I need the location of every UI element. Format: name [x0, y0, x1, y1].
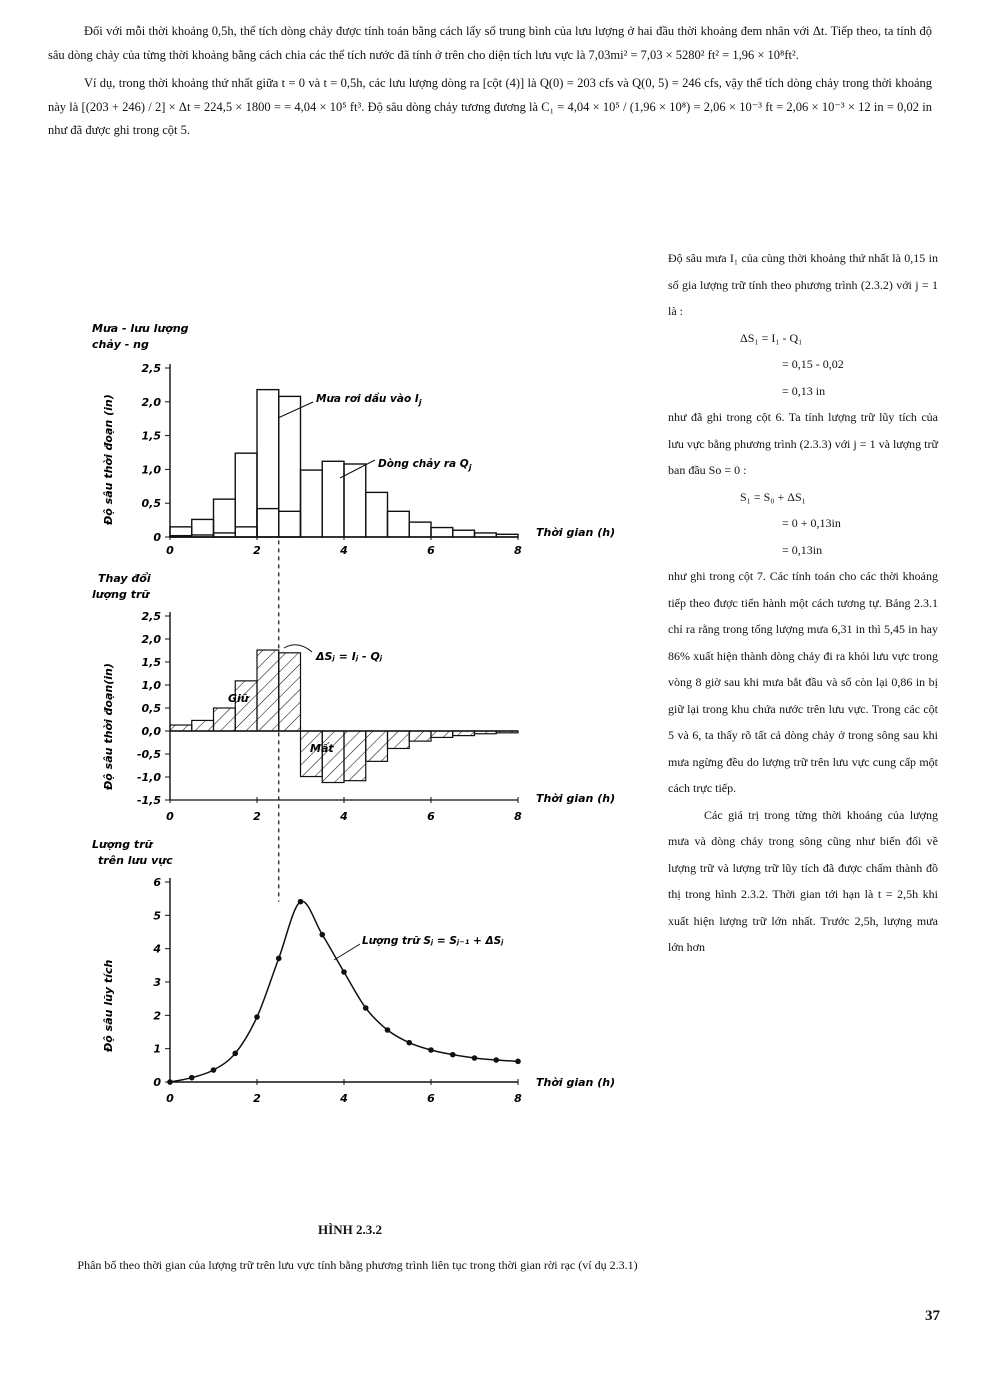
- rainfall-bar: [235, 453, 257, 537]
- rainfall-bar: [257, 390, 279, 537]
- middle-y-tick-label: -0,5: [136, 748, 161, 761]
- middle-y-tick-label: 1,5: [141, 656, 161, 669]
- annotation-keep: Giữ: [228, 692, 249, 705]
- top-y-tick-label: 1,5: [141, 429, 161, 443]
- middle-x-tick-label: 8: [514, 810, 522, 823]
- storage-loss-bar-hatch: [431, 731, 453, 737]
- annotation-delta-s-pointer: [284, 645, 312, 652]
- right-paragraph-1: Độ sâu mưa I₁ của cùng thời khoảng thứ nhất là 0,15 in số gia lượng trữ tính theo phương trình (2.3.2) với j = 1 là :: [668, 251, 938, 318]
- storage-point: [276, 956, 282, 962]
- storage-loss-bar-hatch: [388, 731, 410, 748]
- annotation-storage-pointer: [334, 944, 360, 960]
- top-y-tick-label: 0: [153, 531, 161, 544]
- storage-point: [167, 1079, 173, 1085]
- top-y-tick-label: 2,5: [141, 362, 161, 375]
- bottom-x-tick-label: 6: [427, 1092, 435, 1105]
- bottom-y-tick-label: 1: [153, 1042, 161, 1056]
- annotation-rain-pointer: [278, 402, 313, 418]
- middle-y-axis-label: Độ sâu thời đoạn(in): [102, 663, 115, 790]
- annotation-outflow: Dòng chảy ra $Q_j$: [378, 458, 472, 472]
- bottom-y-tick-label: 3: [153, 976, 161, 989]
- right-paragraph-2: như đã ghi trong cột 6. Ta tính lượng trữ lũy tích của lưu vực bằng phương trình (2.3.3) với j = 1 và lượng trữ ban đầu So = 0 :: [668, 410, 938, 477]
- outflow-bar: [409, 522, 431, 537]
- outflow-bar: [344, 464, 366, 537]
- storage-point: [385, 1027, 391, 1033]
- bottom-x-tick-label: 2: [253, 1092, 261, 1105]
- middle-y-tick-label: 2,0: [141, 633, 161, 646]
- bottom-y-tick-label: 0: [153, 1076, 161, 1089]
- middle-y-tick-label: -1,0: [136, 771, 161, 784]
- right-paragraph-3: như ghi trong cột 7. Các tính toán cho các thời khoảng tiếp theo được tiến hành một cách tương tự. Bảng 2.3.1 chỉ ra rằng trong tổng lượng mưa 6,31 in thì 5,45 in hay 86% xuất hiện thành dòng chảy đi ra khỏi lưu vực trong vòng 8 giờ sau khi mưa bắt đầu và số còn lại 0,86 in bị giữ lại trong khu chứa nước trên lưu vực. Trong các cột 5 và 6, ta thấy rõ tất cả dòng chảy ở trong sông sau khi mưa ngừng đều do lượng trữ trên lưu vực cung cấp một cách trực tiếp.: [668, 569, 938, 795]
- storage-gain-bar-hatch: [235, 681, 257, 731]
- storage-point: [189, 1075, 195, 1081]
- top-x-tick-label: 2: [253, 544, 261, 557]
- middle-y-tick-label: 2,5: [141, 610, 161, 623]
- storage-point: [211, 1067, 217, 1073]
- storage-loss-bar-hatch: [322, 731, 344, 783]
- right-column-text: [668, 245, 938, 961]
- top-x-tick-label: 4: [340, 544, 348, 557]
- storage-point: [298, 899, 304, 905]
- bottom-x-tick-label: 8: [514, 1092, 522, 1105]
- middle-group-label-2: lượng trữ: [92, 588, 150, 601]
- bottom-y-tick-label: 6: [153, 876, 161, 889]
- storage-point: [406, 1040, 412, 1046]
- middle-x-axis-label: Thời gian (h): [536, 792, 616, 805]
- outflow-bar: [257, 509, 279, 537]
- figure-caption-title: HÌNH 2.3.2: [318, 1222, 382, 1237]
- annotation-rain: Mưa rơi dầu vào $I_j$: [316, 393, 422, 407]
- top-x-axis-label: Thời gian (h): [536, 526, 616, 539]
- equation-s1: S₁ = S₀ + ΔS₁: [740, 489, 806, 504]
- equation-delta-s1-result: = 0,13 in: [782, 383, 826, 398]
- bottom-x-axis-label: Thời gian (h): [536, 1076, 616, 1089]
- outflow-bar: [431, 528, 453, 537]
- middle-y-tick-label: -1,5: [136, 794, 161, 807]
- middle-x-tick-label: 4: [340, 810, 348, 823]
- middle-x-tick-label: 0: [166, 810, 174, 823]
- outflow-bar: [279, 511, 301, 537]
- bottom-panel: [152, 876, 522, 1105]
- storage-point: [450, 1052, 456, 1058]
- annotation-loss: Mất: [310, 742, 334, 755]
- annotation-delta-s: ΔSⱼ = Iⱼ - Qⱼ: [316, 650, 383, 663]
- storage-point: [341, 969, 347, 975]
- outflow-bar: [366, 492, 388, 537]
- top-y-tick-label: 2,0: [141, 395, 161, 409]
- top-group-label-1: Mưa - lưu lượng: [92, 322, 189, 335]
- storage-loss-bar-hatch: [409, 731, 431, 741]
- storage-gain-bar-hatch: [192, 720, 214, 731]
- middle-y-tick-label: 0,0: [141, 725, 161, 738]
- intro-text: [48, 20, 932, 148]
- top-x-tick-label: 6: [427, 544, 435, 557]
- outflow-bar: [301, 470, 323, 537]
- bottom-y-tick-label: 4: [153, 942, 161, 956]
- storage-point: [319, 932, 325, 938]
- outflow-bar: [170, 536, 192, 537]
- storage-loss-bar-hatch: [344, 731, 366, 781]
- outflow-bar: [214, 533, 236, 537]
- equation-delta-s1: ΔS₁ = I₁ - Q₁: [740, 330, 803, 345]
- outflow-bar: [388, 511, 410, 537]
- annotation-storage: Lượng trữ Sⱼ = Sⱼ₋₁ + ΔSⱼ: [362, 935, 504, 947]
- storage-loss-bar-hatch: [453, 731, 475, 736]
- bottom-x-tick-label: 4: [340, 1092, 348, 1105]
- middle-panel: [137, 610, 522, 823]
- figure-svg: [40, 300, 660, 1120]
- middle-x-tick-label: 6: [427, 810, 435, 823]
- storage-point: [232, 1051, 238, 1057]
- bottom-y-tick-label: 2: [153, 1009, 161, 1023]
- page-number: 37: [925, 1308, 940, 1324]
- top-y-axis-label: Độ sâu thời đoạn (in): [102, 394, 115, 525]
- equation-delta-s1-step: = 0,15 - 0,02: [782, 357, 844, 371]
- storage-gain-bar-hatch: [170, 725, 192, 731]
- figure-caption-text: Phân bố theo thời gian của lượng trữ trên lưu vực tính bằng phương trình liên tục trong thời gian rời rạc (ví dụ 2.3.1): [77, 1258, 638, 1272]
- storage-point: [515, 1059, 521, 1065]
- outflow-bar: [496, 534, 518, 537]
- bottom-x-tick-label: 0: [166, 1092, 174, 1105]
- middle-x-tick-label: 2: [253, 810, 261, 823]
- storage-curve: [170, 901, 518, 1082]
- annotation-outflow-pointer: [340, 460, 375, 478]
- storage-point: [363, 1005, 369, 1011]
- rainfall-bar: [214, 499, 236, 537]
- storage-point: [254, 1014, 260, 1020]
- bottom-group-label-1: Lượng trữ: [92, 838, 153, 851]
- intro-paragraph-2: Ví dụ, trong thời khoảng thứ nhất giữa t = 0 và t = 0,5h, các lưu lượng dòng ra [cột (4)] là Q(0) = 203 cfs và Q(0, 5) = 246 cfs, vậy thể tích dòng chảy trong thời khoảng này là [(203 + 246) / 2] × Δt = 224,5 × 1800 = = 4,04 × 10⁵ ft³. Độ sâu dòng chảy tương đương là C₁ = 4,04 × 10⁵ / (1,96 × 10⁸) = 2,06 × 10⁻³ ft = 2,06 × 10⁻³ × 12 in = 0,02 in như đã được ghi trong cột 5.: [48, 76, 932, 137]
- middle-y-tick-label: 1,0: [141, 679, 161, 692]
- bottom-group-label-2: trên lưu vực: [98, 854, 173, 867]
- outflow-bar: [453, 530, 475, 537]
- intro-paragraph-1: Đối với mỗi thời khoảng 0,5h, thể tích dòng chảy được tính toán bằng cách lấy số trung bình của lưu lượng ở hai đầu thời khoảng đem nhân với Δt. Tiếp theo, ta tính độ sâu dòng chảy của từng thời khoảng bằng cách chia các thể tích nước đã tính ở trên cho diện tích lưu vực là 7,03mi² = 7,03 × 5280² ft² = 1,96 × 10⁸ft².: [48, 24, 932, 62]
- rainfall-bar: [279, 396, 301, 537]
- middle-group-label-1: Thay đổi: [98, 572, 151, 585]
- outflow-bar: [235, 527, 257, 537]
- top-group-label-2: chảy - ng: [92, 338, 149, 351]
- storage-point: [428, 1047, 434, 1053]
- storage-gain-bar-hatch: [214, 708, 236, 731]
- top-x-tick-label: 0: [166, 544, 174, 557]
- top-y-tick-label: 0,5: [141, 497, 161, 511]
- top-y-tick-label: 1,0: [141, 463, 161, 477]
- bottom-y-axis-label: Độ sâu lũy tích: [102, 959, 115, 1052]
- figure-2-3-2: [40, 300, 660, 1120]
- right-paragraph-4: Các giá trị trong từng thời khoảng của lượng mưa và dòng chảy trong sông cũng như biến đổi về lượng trữ và lượng trữ lũy tích đã được chấm thành đồ thị trong hình 2.3.2. Thời gian tới hạn là t = 2,5h khi xuất hiện lượng trữ lớn nhất. Trước 2,5h, lượng mưa lớn hơn: [668, 807, 938, 954]
- top-x-tick-label: 8: [514, 544, 522, 557]
- outflow-bar: [322, 461, 344, 537]
- outflow-bar: [192, 535, 214, 537]
- storage-gain-bar-hatch: [279, 653, 301, 731]
- storage-point: [493, 1057, 499, 1063]
- equation-s1-result: = 0,13in: [782, 542, 823, 557]
- storage-point: [472, 1055, 478, 1061]
- outflow-bar: [475, 533, 497, 537]
- storage-gain-bar-hatch: [257, 650, 279, 731]
- storage-loss-bar-hatch: [366, 731, 388, 761]
- bottom-y-tick-label: 5: [153, 909, 161, 923]
- equation-s1-step: = 0 + 0,13in: [782, 516, 841, 530]
- middle-y-tick-label: 0,5: [141, 702, 161, 715]
